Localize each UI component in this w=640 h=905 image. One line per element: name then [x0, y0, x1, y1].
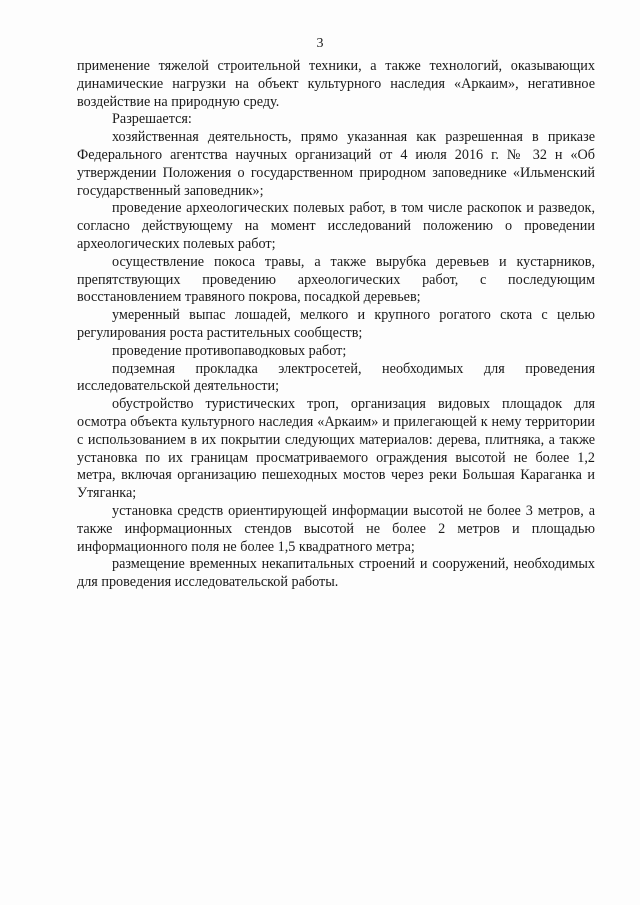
paragraph-power-lines: подземная прокладка электросетей, необходимых для проведения исследовательской деятельности; — [77, 360, 595, 395]
paragraph-tourist-trails: обустройство туристических троп, организация видовых площадок для осмотра объекта культурного наследия «Аркаим» и прилегающей к нему территории с использованием в их покрытии следующих материалов: дерева, плитняка, а также установка по их границам просматриваемого ограждения высотой не более 1,2 метра, включая организацию пешеходных мостов через реки Большая Караганка и Утяганка; — [77, 396, 595, 502]
paragraph-economic-activity: хозяйственная деятельность, прямо указанная как разрешенная в приказе Федерального агентства научных организаций от 4 июля 2016 г. № 32 н «Об утверждении Положения о государственном природном заповеднике «Ильменский государственный заповедник»; — [77, 129, 595, 199]
document-body — [77, 58, 595, 592]
paragraph-mowing-logging: осуществление покоса травы, а также вырубка деревьев и кустарников, препятствующих проведению археологических работ, с последующим восстановлением травяного покрова, посадкой деревьев; — [77, 253, 595, 306]
paragraph-temporary-structures: размещение временных некапитальных строений и сооружений, необходимых для проведения исследовательской работы. — [77, 556, 595, 591]
paragraph-negative-impact: применение тяжелой строительной техники, а также технологий, оказывающих динамические нагрузки на объект культурного наследия «Аркаим», негативное воздействие на природную среду. — [77, 58, 595, 110]
paragraph-flood-works: проведение противопаводковых работ; — [112, 342, 347, 359]
paragraph-info-signs: установка средств ориентирующей информации высотой не более 3 метров, а также информационных стендов высотой не более 2 метров и площадью информационного поля не более 1,5 квадратного метра; — [77, 502, 595, 555]
paragraph-grazing: умеренный выпас лошадей, мелкого и крупного рогатого скота с целью регулирования роста растительных сообществ; — [77, 307, 595, 341]
paragraph-allowed-heading: Разрешается: — [112, 111, 192, 128]
paragraph-archaeological-works: проведение археологических полевых работ, в том числе раскопок и разведок, согласно действующему на момент исследований положению о проведении археологических полевых работ; — [77, 200, 595, 252]
page-number: 3 — [316, 36, 324, 51]
